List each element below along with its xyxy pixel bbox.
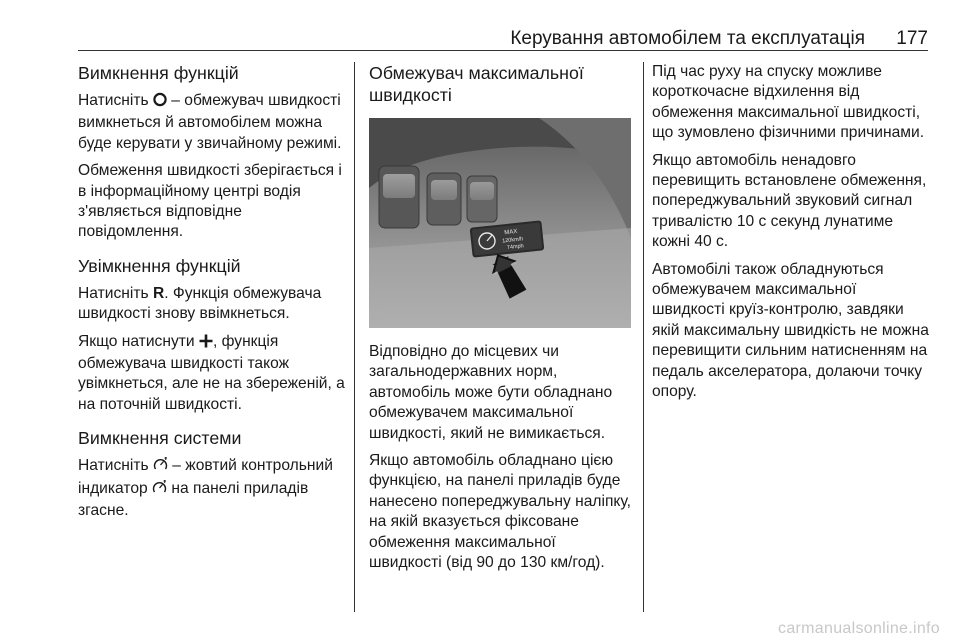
watermark: carmanualsonline.info — [778, 620, 940, 637]
paragraph-downhill: Під час руху на спуску можливе короткочасне відхилення від обмеження максимальної швидкості, що зумовлено фізичними причинами. — [652, 63, 925, 142]
dashboard-illustration — [369, 118, 631, 328]
speed-limiter-icon — [152, 480, 167, 501]
text: – обмежувач швидкості вимкнеться й автомобілем можна буде керувати у звичайному режимі. — [78, 92, 342, 152]
sticker-label-mph: 74mph — [506, 243, 524, 252]
paragraph-enable — [78, 284, 346, 325]
text: на панелі приладів згасне. — [78, 479, 309, 520]
text: Натисніть — [78, 457, 149, 475]
paragraph-limit-stored: Обмеження швидкості зберігається і в інформаційному центрі водія з'являється відповідне повідомлення. — [78, 162, 342, 241]
paragraph-regulations: Відповідно до місцевих чи загальнодержавних норм, автомобіль може бути обладнано обмежувачем максимальної швидкості, який не вимикається. — [369, 343, 613, 442]
paragraph-warning-sticker: Якщо автомобіль обладнано цією функцією, на панелі приладів буде нанесено попереджувальну наліпку, на якій вказується фіксоване обмеження максимальної швидкості (від 90 до 130 км/год). — [369, 452, 631, 572]
heading-enable-functions: Увімкнення функцій — [78, 255, 241, 276]
heading-disable-system: Вимкнення системи — [78, 428, 242, 449]
paragraph-plus — [78, 332, 346, 416]
text: Натисніть — [78, 92, 149, 109]
sticker-label-kmh: 120km/h — [501, 236, 524, 245]
text: , функція обмежувача швидкості також увімкнеться, але не на збереженій, а на поточній швидкості. — [78, 332, 345, 413]
circle-o-icon — [153, 92, 167, 113]
column-2 — [369, 62, 631, 580]
column-1 — [78, 62, 346, 529]
paragraph-cruise-control: Автомобілі також обладнуються обмежувачем максимальної швидкості круїз-контролю, завдяки якій максимальну швидкість не можна перевищити сильним натисненням на педаль акселератора, долаючи точку опору. — [652, 260, 929, 401]
page-number: 177 — [896, 28, 928, 49]
text: Натисніть — [78, 284, 149, 302]
header-rule — [78, 50, 928, 51]
heading-max-speed-limiter: Обмежувач максимальної швидкості — [369, 63, 584, 105]
plus-icon — [199, 334, 213, 354]
paragraph-disable — [78, 91, 346, 154]
page-header — [78, 28, 928, 52]
text: Якщо натиснути — [78, 332, 195, 350]
paragraph-disable-system — [78, 456, 346, 521]
heading-disable-functions: Вимкнення функцій — [78, 63, 239, 83]
column-divider-2 — [643, 62, 644, 612]
column-3 — [652, 62, 932, 410]
text: – жовтий контрольний індикатор — [78, 457, 333, 497]
dashboard-photo — [369, 118, 631, 328]
chapter-title: Керування автомобілем та експлуатація — [510, 28, 866, 49]
speed-limiter-icon — [153, 457, 168, 478]
paragraph-warning-sound: Якщо автомобіль ненадовго перевищить встановлене обмеження, попереджувальний звуковий сигнал тривалістю 10 с секунд лунатиме кожні 40 с. — [652, 151, 927, 251]
sticker-label-max: MAX — [504, 228, 518, 237]
r-key: R — [152, 284, 165, 302]
text: . Функція обмежувача швидкості знову ввімкнеться. — [78, 284, 322, 323]
column-divider-1 — [354, 62, 355, 612]
